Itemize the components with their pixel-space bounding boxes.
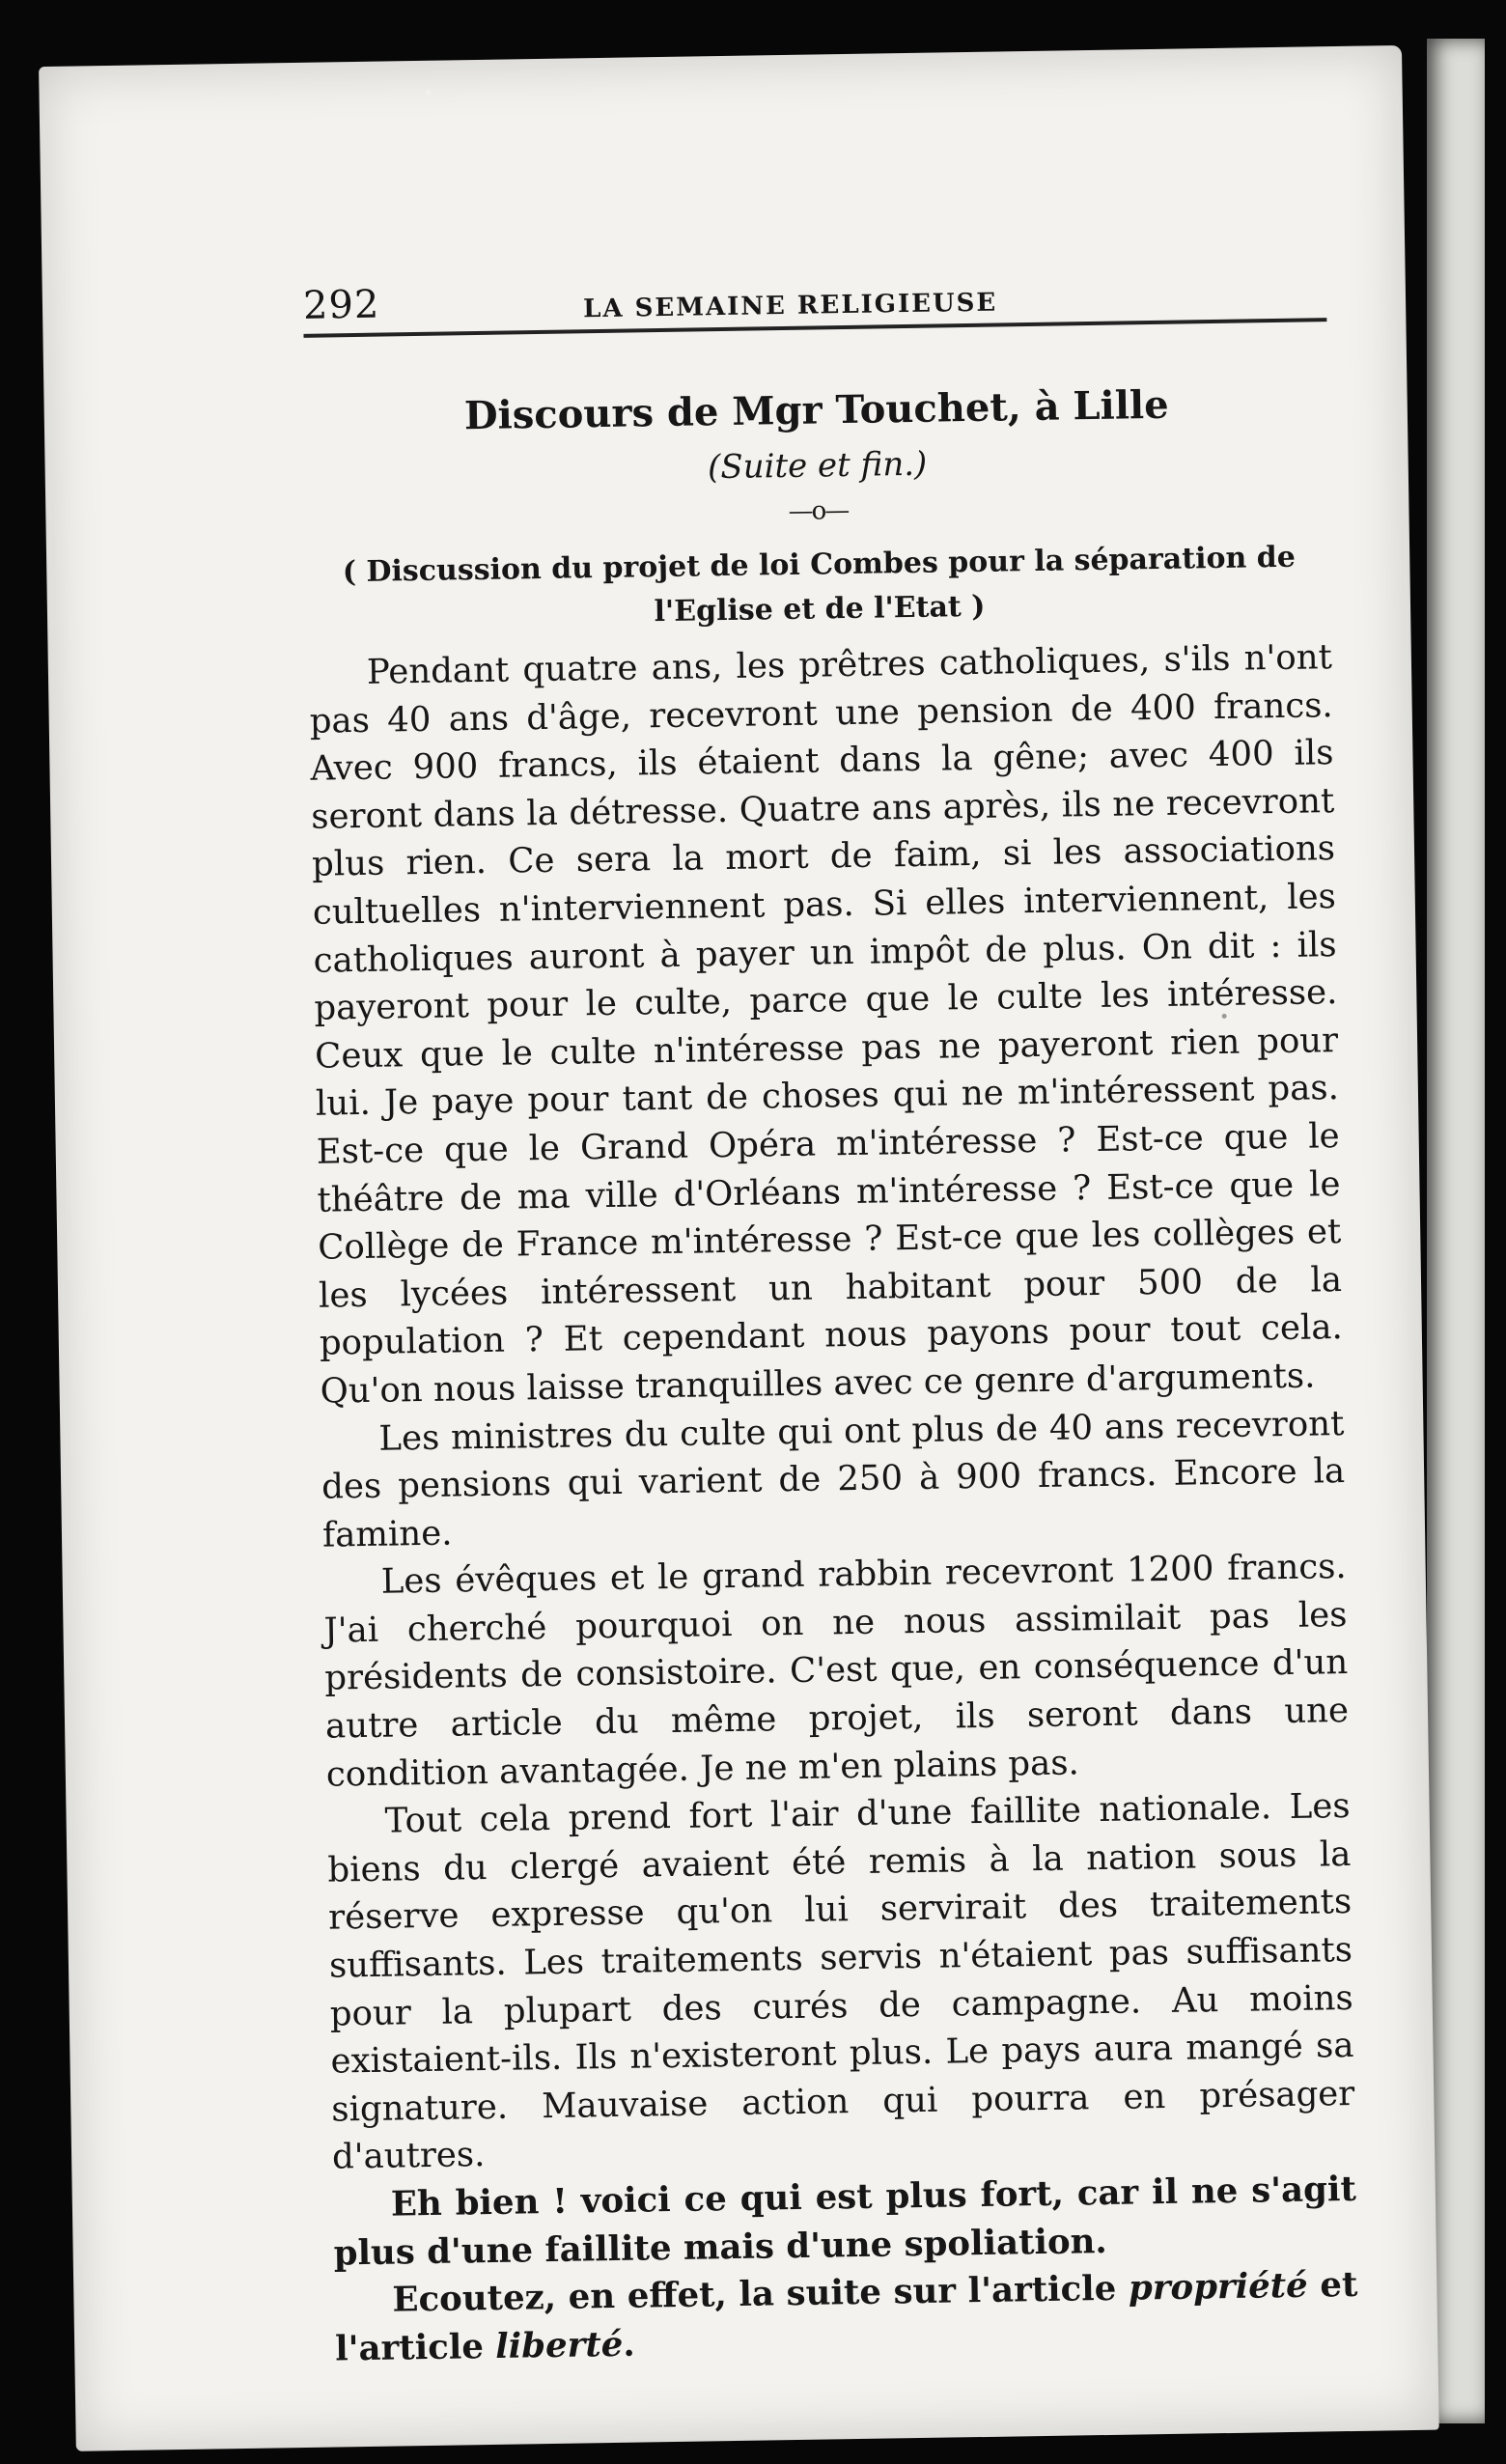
article-body xyxy=(309,633,1359,2373)
paragraph: Les évêques et le grand rabbin recevront 1200 francs. J'ai cherché pourquoi on ne nous assimilait pas les présidents de consistoire. C'est que, en conséquence d'un autre article du même projet, ils seront dans une condition avantagée. Je ne m'en plains pas. xyxy=(323,1547,1350,1795)
paragraph: Les ministres du culte qui ont plus de 40 ans recevront des pensions qui varient de 250 à 900 francs. Encore la famine. xyxy=(321,1403,1346,1555)
page-number: 292 xyxy=(302,282,380,328)
journal-title: LA SEMAINE RELIGIEUSE xyxy=(582,288,998,324)
text-run: et l'article xyxy=(334,2265,1358,2369)
document-page xyxy=(39,45,1439,2451)
running-header xyxy=(302,254,1326,338)
adjacent-page-edge xyxy=(1427,39,1485,2423)
italic-term: propriété xyxy=(1128,2265,1309,2309)
paragraph: Pendant quatre ans, les prêtres catholiques, s'ils n'ont pas 40 ans d'âge, recevront une pension de 400 francs. Avec 900 francs, ils étaient dans la gêne; avec 400 ils seront dans la détresse. Quatre ans après, ils ne recevront plus rien. Ce sera la mort de faim, si les associations cultuelles n'interviennent pas. Si elles interviennent, les catholiques auront à payer un impôt de plus. On dit : ils payeront pour le culte, parce que le culte les intéresse. Ceux que le culte n'intéresse pas ne payeront rien pour lui. Je paye pour tant de choses qui ne m'intéressent pas. Est-ce que le Grand Opéra m'intéresse ? Est-ce que le théâtre de ma ville d'Orléans m'intéresse ? Est-ce que le Collège de France m'intéresse ? Est-ce que les collèges et les lycées intéressent un habitant pour 500 de la population ? Et cependant nous payons pour tout cela. Qu'on nous laisse tranquilles avec ce genre d'arguments. xyxy=(309,637,1344,1412)
paragraph-last xyxy=(334,2261,1358,2373)
page-text-block xyxy=(302,254,1358,2373)
paragraph: Eh bien ! voici ce qui est plus fort, car il ne s'agit plus d'une faillite mais d'une spoliation. xyxy=(333,2169,1357,2274)
article-subtitle: (Suite et fin.) xyxy=(707,444,928,488)
paragraph: Tout cela prend fort l'air d'une faillite nationale. Les biens du clergé avaient été remis à la nation sous la réserve expresse qu'on lui servirait des traitements suffisants. Les traitements servis n'étaient pas suffisants pour la plupart des curés de campagne. Au moins existaient-ils. Ils n'existeront plus. Le pays aura mangé sa signature. Mauvaise action qui pourra en présager d'autres. xyxy=(327,1786,1355,2177)
ornament-divider: —o— xyxy=(788,495,849,526)
italic-term: liberté xyxy=(494,2324,624,2366)
text-run: Ecoutez, en effet, la suite sur l'article xyxy=(392,2268,1130,2320)
article-title: Discours de Mgr Touchet, à Lille xyxy=(463,381,1169,439)
text-run: . xyxy=(622,2324,635,2365)
speck xyxy=(426,90,432,96)
section-heading: ( Discussion du projet de loi Combes pour la séparation de l'Eglise et de l'Etat ) xyxy=(342,540,1297,630)
